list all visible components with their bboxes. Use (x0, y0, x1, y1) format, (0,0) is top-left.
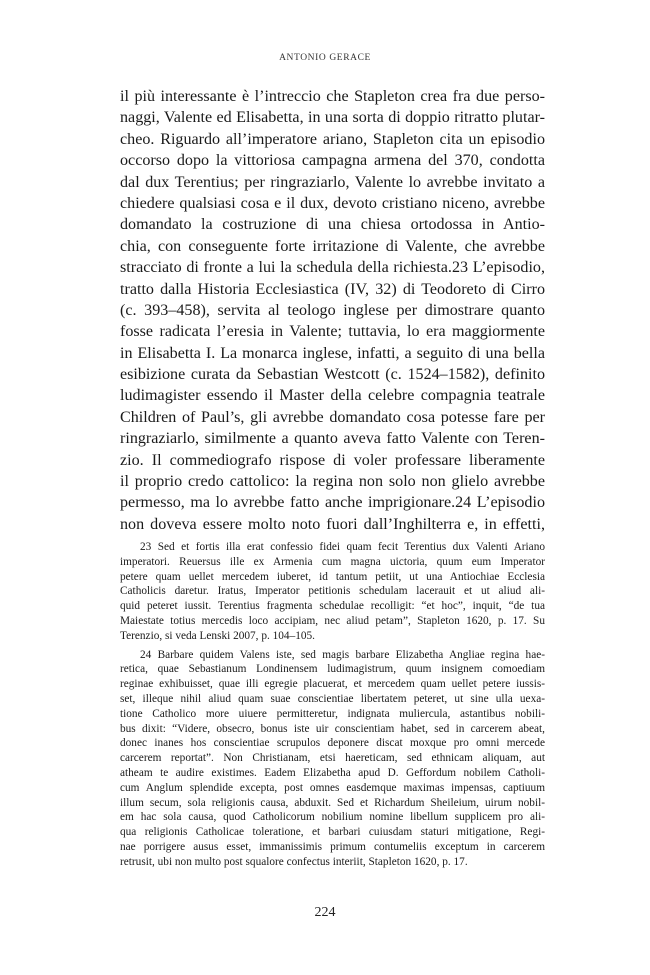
footnote-line: Catholicis daretur. Iratus, Imperator petitionis schedulam lacerauit et ut aliud ali- (120, 585, 545, 598)
body-line: esibizione curata da Sebastian Westcott (c. 1524–1582), definito (120, 366, 545, 384)
body-line: occorso dopo la vittoriosa campagna armena del 370, condotta (120, 152, 545, 170)
footnotes (120, 540, 545, 870)
body-line: in Elisabetta I. La monarca inglese, infatti, a seguito di una bella (120, 344, 545, 362)
main-text (120, 86, 545, 535)
body-line: (c. 393–458), servita al teologo inglese per dimostrare quanto (120, 301, 545, 319)
footnote-line: 24 Barbare quidem Valens iste, sed magis barbare Elizabetha Angliae regina hae- (140, 648, 545, 661)
body-line: zio. Il commediografo rispose di voler professare liberamente (120, 451, 545, 469)
body-line: cheo. Riguardo all’imperatore ariano, Stapleton cita un episodio (120, 130, 545, 148)
footnote-line: retrusit, ubi non multo post squalore confectus interiit, Stapleton 1620, p. 17. (120, 855, 468, 868)
body-line: Children of Paul’s, gli avrebbe domandato cosa potesse fare per (120, 408, 545, 426)
body-line: domandato la costruzione di una chiesa ortodossa in Antio- (120, 216, 545, 234)
page-number: 224 (314, 905, 336, 920)
body-line: ludimagister essendo il Master della celebre compagnia teatrale (120, 387, 545, 405)
footnote-line: donec inanes hos conscientiae scrupulos deponere discat moxque pro omni mercede (120, 737, 545, 750)
footnote-line: carcerem reportat”. Non Christianam, etsi haereticam, sed ethnicam aliquam, aut (120, 752, 545, 765)
footnote-line: atheam te audire existimes. Eadem Elizabetha apud D. Geffordum nobilem Catholi- (120, 766, 545, 779)
body-line: naggi, Valente ed Elisabetta, in una sorta di doppio ritratto plutar- (120, 109, 545, 127)
body-line: tratto dalla Historia Ecclesiastica (IV, 32) di Teodoreto di Cirro (120, 280, 545, 298)
footnote-24 (120, 648, 545, 870)
footnote-line: Maiestate totius mercedis loco accipiam, nec aliud petam”, Stapleton 1620, p. 17. Su (120, 614, 545, 627)
body-line: chiedere qualsiasi cosa e il dux, devoto cristiano niceno, avrebbe (120, 194, 545, 212)
body-line: il proprio credo cattolico: la regina non solo non glielo avrebbe (120, 473, 545, 491)
body-line: fosse radicata l’eresia in Valente; tuttavia, lo era maggiormente (120, 323, 545, 341)
body-line: chia, con conseguente forte irritazione di Valente, che avrebbe (120, 237, 545, 255)
footnote-line: illum secum, sola religionis causa, abduxit. Sed et Richardum Sheileium, uirum nobil- (120, 796, 545, 809)
footnote-line: reginae exhibuisset, quae illi egregie placuerat, et mercedem quam uellet petere iussis- (120, 678, 545, 691)
footnote-line: imperatori. Reuersus ille ex Armenia cum magna uictoria, quum eum Imperator (120, 555, 545, 568)
body-line: stracciato di fronte a lui la schedula della richiesta.23 L’episodio, (120, 259, 545, 277)
body-line: non doveva essere molto noto fuori dall’Inghilterra e, in effetti, (120, 515, 545, 533)
footnote-line: petere quam uellet mercedem iuberet, id tantum petiit, ut una Antiochiae Ecclesia (120, 570, 545, 583)
footnote-line: qua religionis Catholicae toleratione, et barbari cuiusdam staturi mitigatione, Regi- (120, 826, 545, 839)
footnote-line: tione Catholico more uiuere permitteretur, indignata muliercula, astantibus nobili- (120, 707, 545, 720)
body-line: dal dux Terentius; per ringraziarlo, Valente lo avrebbe invitato a (120, 173, 545, 191)
footnote-line: em hac sola causa, quod Catholicorum nobilium nomine libellum supplicem pro ali- (120, 811, 545, 824)
body-line: ringraziarlo, similmente a quanto aveva fatto Valente con Teren- (120, 430, 545, 448)
footnote-line: nae porrigere ausus esset, immanissimis primum contumeliis exceptum in carcerem (120, 840, 545, 853)
footnote-line: bus dixit: “Videre, obsecro, bonus iste uir conscientiam habet, sed in carcerem abeat, (120, 722, 545, 735)
footnote-line: set, illeque nihil aliud quam suae conscientiae libertatem peteret, ut sine ulla uexa- (120, 692, 545, 705)
body-line: permesso, ma lo avrebbe fatto anche imprigionare.24 L’episodio (120, 494, 545, 512)
footnote-line: Terenzio, si veda Lenski 2007, p. 104–105. (120, 629, 315, 642)
running-head: ANTONIO GERACE (279, 53, 371, 63)
body-line: il più interessante è l’intreccio che Stapleton crea fra due perso- (120, 88, 545, 105)
footnote-line: quid peteret iussit. Terentius fragmenta schedulae recolligit: “et hoc”, inquit, “de tua (120, 600, 545, 613)
footnote-line: retica, quae Sebastianum Londinensem ludimagistrum, quum insignem comoediam (120, 663, 545, 676)
footnote-line: cum Anglum splendide excepta, post omnes easdemque maximas impensas, captiuum (120, 781, 545, 794)
footnote-23 (120, 540, 545, 644)
footnote-line: 23 Sed et fortis illa erat confessio fidei quam fecit Terentius dux Valenti Ariano (140, 541, 545, 553)
